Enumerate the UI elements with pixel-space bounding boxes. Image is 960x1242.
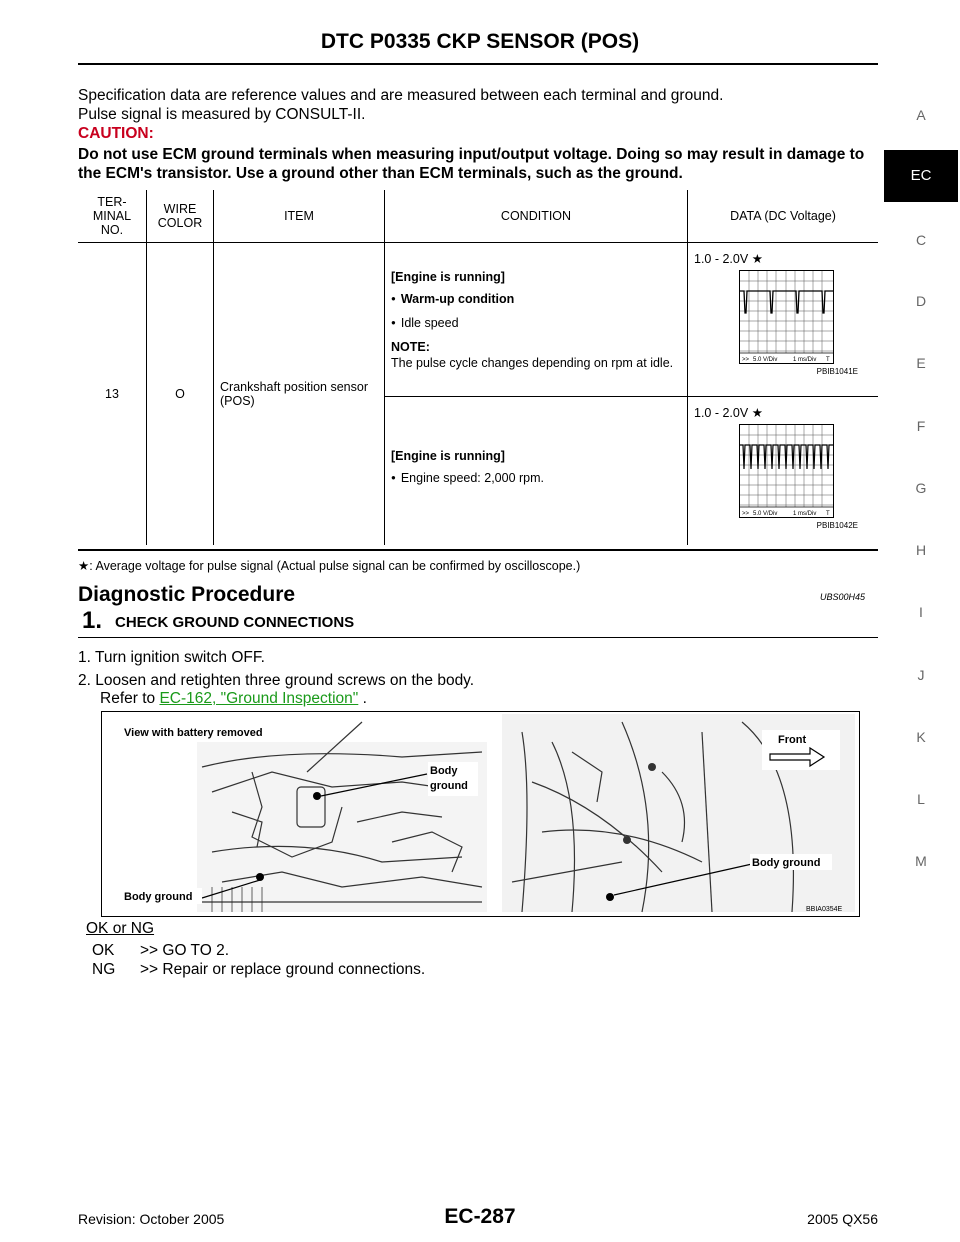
refer-line	[100, 689, 367, 708]
condition-bullet-warmup: ● Warm-up condition	[391, 291, 681, 309]
condition-note	[391, 339, 681, 371]
section-title: Diagnostic Procedure	[78, 583, 296, 606]
note-text: The pulse cycle changes depending on rpm at idle.	[391, 355, 674, 370]
data-value	[694, 251, 872, 266]
sidebar-item-f[interactable]: F	[916, 418, 926, 434]
sidebar-item-ec-active[interactable]: EC	[884, 150, 958, 202]
scope-label-arrows: >>	[742, 511, 750, 517]
cell-data-idle	[688, 243, 879, 397]
scope-label-msdiv: 1 ms/Div	[793, 357, 817, 363]
sidebar-item-m[interactable]: M	[915, 853, 927, 869]
figure-label-view: View with battery removed	[124, 727, 263, 739]
sidebar-item-d[interactable]: D	[915, 293, 927, 309]
condition-bullet-2000rpm: ● Engine speed: 2,000 rpm.	[391, 470, 681, 488]
scope-label-vdiv: 5.0 V/Div	[753, 511, 778, 517]
screw-icon	[623, 836, 631, 844]
figure-label-front: Front	[778, 734, 807, 746]
figure-code-idle: PBIB1041E	[816, 367, 858, 376]
figure-label-body-ground-1a: Body	[430, 765, 458, 777]
sidebar-item-e[interactable]: E	[916, 355, 926, 371]
header-data: DATA (DC Voltage)	[688, 190, 879, 243]
footnote-text: : Average voltage for pulse signal (Actual pulse signal can be confirmed by oscilloscope.)	[89, 559, 581, 573]
figure-label-body-ground-3: Body ground	[752, 857, 821, 869]
spec-table	[78, 190, 878, 545]
sidebar-item-h[interactable]: H	[915, 542, 927, 558]
scope-label-vdiv: 5.0 V/Div	[753, 357, 778, 363]
intro-line-2: Pulse signal is measured by CONSULT-II.	[78, 106, 366, 123]
ground-bolt-2	[256, 873, 264, 881]
procedure-item-1: 1. Turn ignition switch OFF.	[78, 649, 265, 666]
footer-revision: Revision: October 2005	[78, 1211, 225, 1227]
page-title: DTC P0335 CKP SENSOR (POS)	[320, 30, 640, 53]
scope-label-arrows: >>	[742, 357, 750, 363]
sidebar-item-l[interactable]: L	[917, 791, 925, 807]
table-row	[78, 243, 878, 397]
figure-code-2000rpm: PBIB1042E	[816, 521, 858, 530]
procedure-item-2: 2. Loosen and retighten three ground screws on the body.	[78, 672, 475, 689]
ground-bolt-1	[313, 792, 321, 800]
header-condition: CONDITION	[385, 190, 688, 243]
ground-bolt-3	[606, 893, 614, 901]
figure-label-body-ground-2: Body ground	[124, 891, 193, 903]
refer-suffix: .	[358, 690, 367, 707]
ground-location-illustration	[102, 712, 859, 916]
data-value	[694, 405, 872, 420]
condition-bullet-idle: ● Idle speed	[391, 315, 681, 333]
star-icon: ★	[751, 252, 763, 266]
note-label: NOTE:	[391, 339, 430, 354]
sidebar-item-k[interactable]: K	[916, 729, 926, 745]
condition-title: [Engine is running]	[391, 269, 505, 284]
scope-label-t: T	[826, 511, 830, 517]
ground-location-figure	[101, 711, 860, 917]
table-footnote	[78, 558, 580, 573]
step-rule	[78, 637, 878, 638]
condition-title: [Engine is running]	[391, 449, 505, 463]
sidebar-item-g[interactable]: G	[915, 480, 927, 496]
figure-code: BBIA0354E	[806, 906, 843, 913]
footer-model: 2005 QX56	[807, 1211, 878, 1227]
cell-terminal: 13	[78, 243, 147, 546]
sidebar-item-c[interactable]: C	[915, 232, 927, 248]
data-value-text: 1.0 - 2.0V	[694, 406, 749, 420]
ok-action: >> GO TO 2.	[140, 942, 230, 959]
header-terminal: TER-MINAL NO.	[78, 190, 147, 243]
scope-label-t: T	[826, 357, 830, 363]
oscilloscope-idle	[739, 270, 834, 364]
star-icon: ★	[751, 406, 763, 420]
cell-condition-2000rpm	[385, 397, 688, 546]
header-rule	[78, 63, 878, 65]
pulse-waveform-2000rpm	[740, 425, 833, 517]
sidebar-item-i[interactable]: I	[919, 604, 923, 620]
oscilloscope-2000rpm	[739, 424, 834, 518]
figure-label-body-ground-1b: ground	[430, 780, 468, 792]
table-header-row	[78, 190, 878, 243]
step-number: 1.	[82, 607, 103, 634]
cell-wire-color: O	[147, 243, 214, 546]
header-wire-color: WIRE COLOR	[147, 190, 214, 243]
ok-label: OK	[92, 942, 115, 959]
header-item: ITEM	[214, 190, 385, 243]
section-code: UBS00H45	[820, 592, 866, 602]
page-number: EC-287	[444, 1205, 516, 1228]
refer-prefix: Refer to	[100, 690, 160, 707]
ground-inspection-link[interactable]: EC-162, "Ground Inspection"	[159, 690, 359, 707]
pulse-waveform-idle	[740, 271, 833, 363]
scope-label-msdiv: 1 ms/Div	[793, 511, 817, 517]
star-icon: ★	[78, 559, 90, 573]
ng-label: NG	[92, 961, 116, 978]
caution-text: Do not use ECM ground terminals when measuring input/output voltage. Doing so may result in damage to the ECM's transistor. Use a ground other than ECM terminals, such as the ground.	[78, 146, 865, 182]
caution-label: CAUTION:	[78, 125, 154, 142]
cell-condition-idle	[385, 243, 688, 397]
screw-icon	[648, 763, 656, 771]
ok-ng-heading: OK or NG	[86, 920, 155, 937]
sidebar-item-a[interactable]: A	[916, 107, 926, 123]
cell-item: Crankshaft position sensor (POS)	[214, 243, 385, 546]
step-title: CHECK GROUND CONNECTIONS	[115, 614, 355, 631]
table-bottom-rule	[78, 549, 878, 551]
cell-data-2000rpm	[688, 397, 879, 546]
sidebar-item-j[interactable]: J	[917, 667, 925, 683]
intro-line-1: Specification data are reference values and are measured between each terminal and ground.	[78, 87, 724, 104]
ng-action: >> Repair or replace ground connections.	[140, 961, 426, 978]
data-value-text: 1.0 - 2.0V	[694, 252, 749, 266]
